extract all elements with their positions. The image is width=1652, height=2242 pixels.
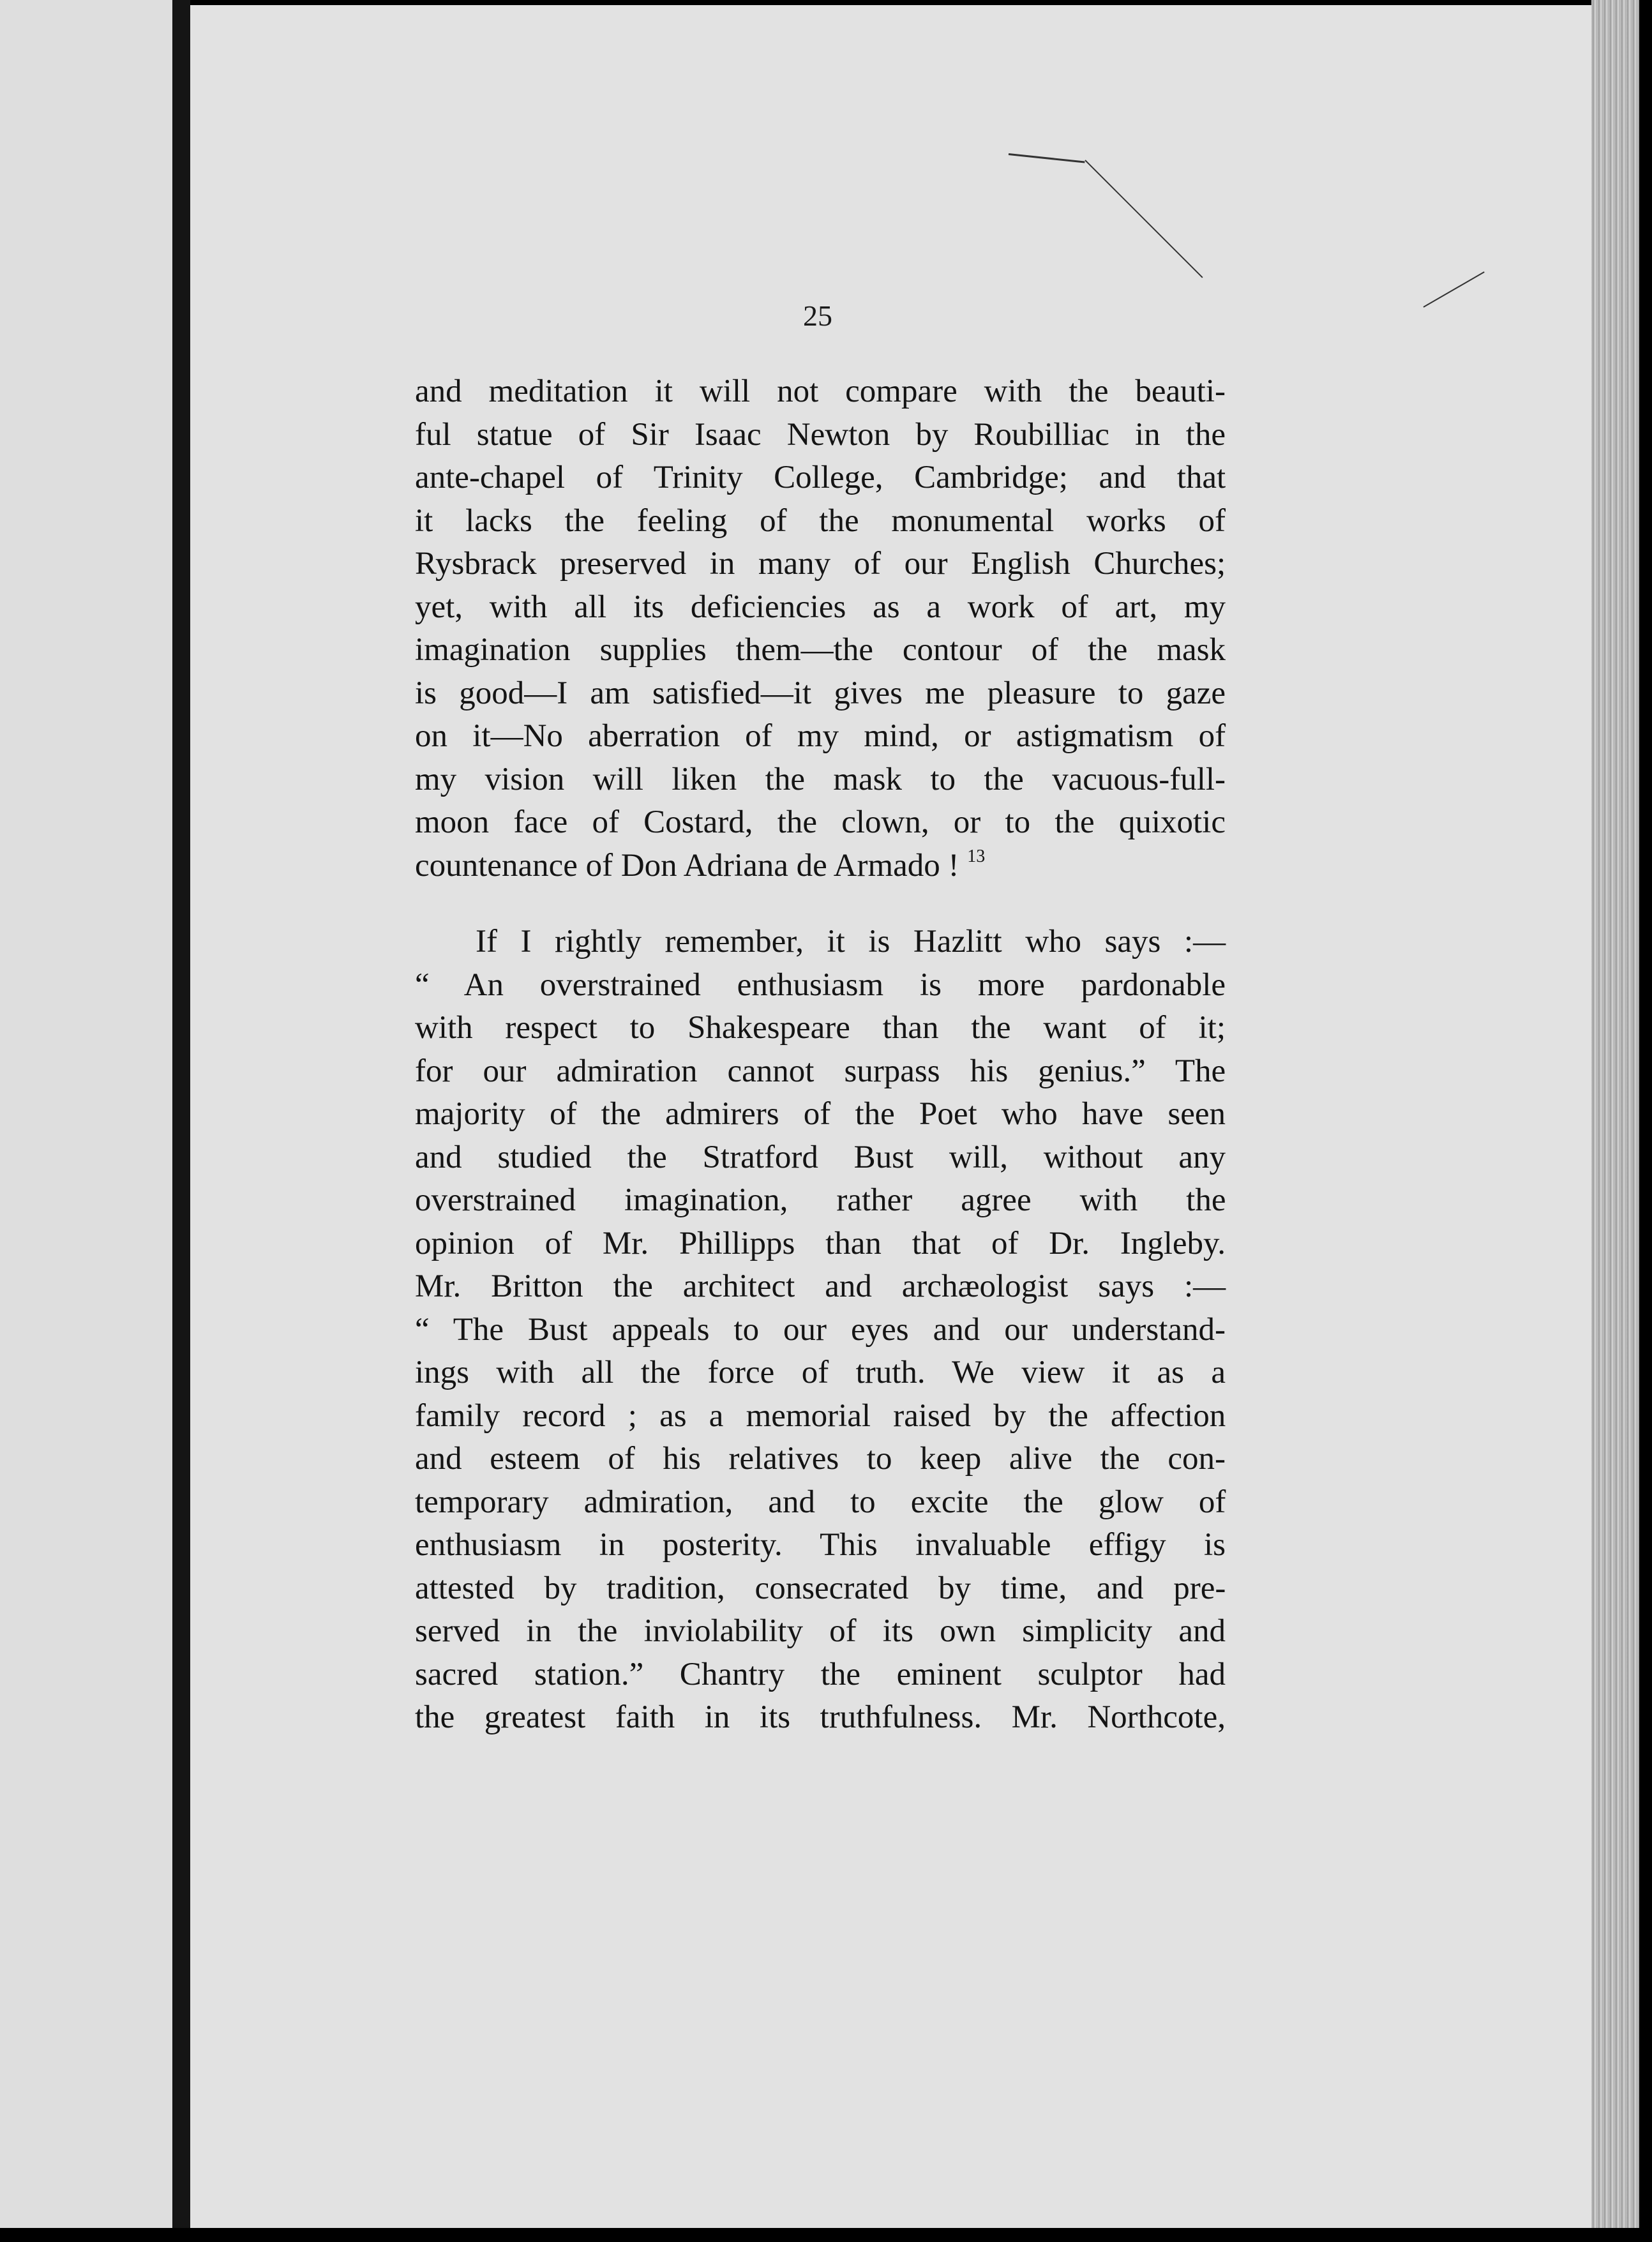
text-line: imagination supplies them—the contour of the mask xyxy=(415,632,1226,668)
paragraph-2 xyxy=(415,921,1226,1740)
text-line: ful statue of Sir Isaac Newton by Roubilliac in the xyxy=(415,416,1226,453)
text-line: If I rightly remember, it is Hazlitt who says :— xyxy=(476,924,1226,959)
text-line: opinion of Mr. Phillipps than that of Dr. Ingleby. xyxy=(415,1225,1226,1261)
text-line xyxy=(415,845,1226,888)
text-line: temporary admiration, and to excite the glow of xyxy=(415,1484,1226,1520)
text-line: family record ; as a memorial raised by the affection xyxy=(415,1397,1226,1434)
text-line-content: countenance of Don Adriana de Armado ! xyxy=(415,847,959,884)
text-line: it lacks the feeling of the monumental works of xyxy=(415,502,1226,539)
text-line: “ An overstrained enthusiasm is more pardonable xyxy=(415,967,1226,1003)
left-page-margin xyxy=(0,0,172,2228)
text-line: the greatest faith in its truthfulness. Mr. Northcote, xyxy=(415,1699,1226,1735)
text-line: served in the inviolability of its own simplicity and xyxy=(415,1613,1226,1649)
footnote-reference: 13 xyxy=(967,846,986,866)
text-line: with respect to Shakespeare than the want of it; xyxy=(415,1010,1226,1046)
text-line: moon face of Costard, the clown, or to the quixotic xyxy=(415,804,1226,840)
text-line: ante-chapel of Trinity College, Cambridge; and that xyxy=(415,460,1226,495)
text-line: and esteem of his relatives to keep alive the con- xyxy=(415,1441,1226,1477)
text-line: enthusiasm in posterity. This invaluable effigy is xyxy=(415,1527,1226,1563)
text-line: is good—I am satisfied—it gives me pleasure to gaze xyxy=(415,675,1226,711)
text-line: and studied the Stratford Bust will, without any xyxy=(415,1139,1226,1175)
text-line: overstrained imagination, rather agree with the xyxy=(415,1182,1226,1218)
book-gutter xyxy=(172,0,190,2228)
text-line: Mr. Britton the architect and archæologist says :— xyxy=(415,1268,1226,1304)
page-number: 25 xyxy=(803,299,832,332)
text-line: my vision will liken the mask to the vacuous-full- xyxy=(415,761,1226,797)
text-line: and meditation it will not compare with the beauti- xyxy=(415,373,1226,409)
text-line: for our admiration cannot surpass his genius.” The xyxy=(415,1053,1226,1089)
text-line: sacred station.” Chantry the eminent sculptor had xyxy=(415,1656,1226,1692)
text-line: ings with all the force of truth. We view it as a xyxy=(415,1355,1226,1390)
text-line: majority of the admirers of the Poet who have seen xyxy=(415,1096,1226,1132)
text-line: yet, with all its deficiencies as a work of art, my xyxy=(415,589,1226,625)
text-line: attested by tradition, consecrated by time, and pre- xyxy=(415,1570,1226,1606)
page-body-text xyxy=(415,370,1226,1740)
text-line: on it—No aberration of my mind, or astigmatism of xyxy=(415,718,1226,754)
page-edges xyxy=(1591,0,1639,2228)
text-line: “ The Bust appeals to our eyes and our understand- xyxy=(415,1311,1226,1348)
scan-border xyxy=(0,2228,1652,2242)
text-line: Rysbrack preserved in many of our English Churches; xyxy=(415,546,1226,582)
paragraph-1 xyxy=(415,370,1226,887)
